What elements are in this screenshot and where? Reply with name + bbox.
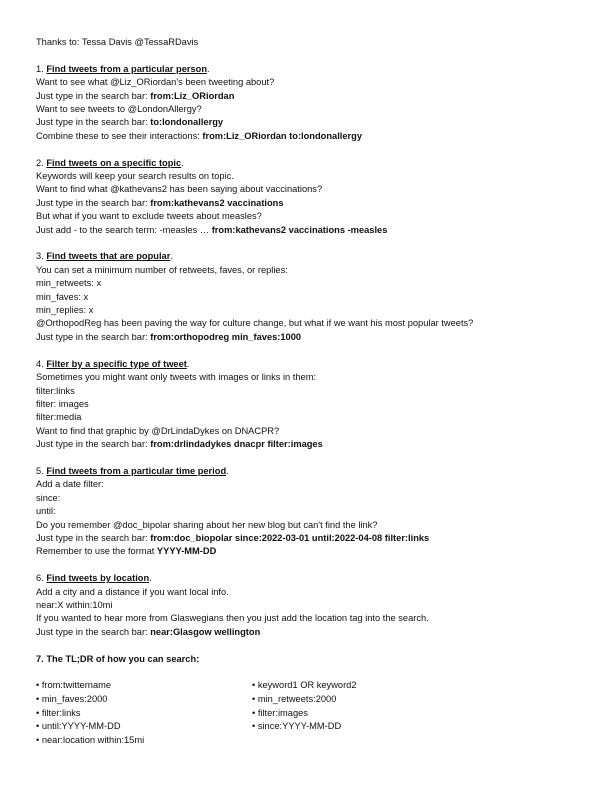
- section-title: Find tweets on a specific topic: [46, 157, 182, 168]
- thanks-line: Thanks to: Tessa Davis @TessaRDavis: [36, 37, 199, 47]
- section-title-period: .: [226, 465, 229, 476]
- section-line: [36, 385, 596, 398]
- section-line: [36, 224, 596, 237]
- spacer: [36, 49, 596, 62]
- section-number: 5.: [36, 465, 47, 476]
- tldr-bullet-item: • filter:images: [252, 707, 308, 718]
- section-title: Find tweets from a particular time period: [46, 465, 227, 476]
- section-line: [36, 130, 596, 143]
- section-line: [36, 317, 596, 330]
- line-text: Keywords will keep your search results on topic.: [36, 171, 234, 182]
- line-text: Just type in the search bar:: [36, 90, 151, 101]
- section-line: [36, 586, 596, 599]
- section-title-period: .: [186, 358, 190, 369]
- line-text: Just add - to the search term: -measles …: [36, 224, 212, 235]
- section-line: [36, 398, 596, 411]
- section-line: [36, 438, 596, 451]
- section-title-period: .: [170, 251, 173, 262]
- line-text: Just type in the search bar:: [36, 197, 151, 208]
- tldr-bullet-item: • filter:links: [36, 707, 81, 718]
- section-line: [36, 116, 596, 129]
- spacer: [36, 559, 596, 572]
- sections-container: [36, 49, 596, 639]
- section-line: [36, 371, 596, 384]
- section-number: 1.: [36, 63, 47, 74]
- line-text: Just type in the search bar:: [36, 532, 151, 543]
- search-query: from:doc_biopolar since:2022-03-01 until:2022-04-08 filter:links: [150, 532, 430, 543]
- section-heading: [36, 157, 596, 170]
- search-query: near:Glasgow wellington: [150, 626, 261, 637]
- line-text: until:: [36, 506, 56, 517]
- section-line: [36, 545, 596, 558]
- line-text: Want to see what @Liz_ORiordan's been tweeting about?: [36, 77, 275, 88]
- section-title: Find tweets by location: [46, 573, 150, 584]
- line-text: Just type in the search bar:: [36, 331, 151, 342]
- section-line: [36, 492, 596, 505]
- line-text: You can set a minimum number of retweets, faves, or replies:: [36, 264, 288, 275]
- spacer: [36, 639, 596, 652]
- search-query: from:kathevans2 vaccinations -measles: [211, 224, 388, 235]
- line-text: near:X within:10mi: [36, 599, 113, 610]
- tldr-bullet-item: • near:location within:15mi: [36, 734, 145, 745]
- document-content: [36, 36, 596, 749]
- tldr-columns: [36, 679, 596, 749]
- section-title: Find tweets that are popular: [46, 251, 171, 262]
- spacer: [36, 143, 596, 156]
- section-line: [36, 304, 596, 317]
- section-number: 6.: [36, 573, 47, 584]
- line-text: Want to find that graphic by @DrLindaDykes on DNACPR?: [36, 425, 280, 436]
- section-6: [36, 572, 596, 639]
- section-line: [36, 626, 596, 639]
- section-number: 2.: [36, 157, 47, 168]
- search-query: from:kathevans2 vaccinations: [150, 197, 284, 208]
- section-title-period: .: [207, 63, 210, 74]
- tldr-left-column: [36, 679, 144, 747]
- search-query: from:Liz_ORiordan: [150, 90, 235, 101]
- section-line: [36, 277, 596, 290]
- section-2: [36, 157, 596, 237]
- line-text: Do you remember @doc_bipolar sharing about her new blog but can't find the link?: [36, 519, 378, 530]
- line-text: Combine these to see their interactions:: [36, 130, 203, 141]
- section-heading: [36, 250, 596, 263]
- line-text: Add a date filter:: [36, 479, 104, 490]
- tldr-right-column: [252, 679, 357, 733]
- search-query: to:londonallergy: [150, 117, 224, 128]
- section-5: [36, 465, 596, 559]
- section-line: [36, 425, 596, 438]
- section-title-period: .: [149, 573, 152, 584]
- line-text: filter: images: [36, 398, 89, 409]
- line-text: min_faves: x: [36, 291, 89, 302]
- line-text: filter:media: [36, 412, 82, 423]
- line-text: But what if you want to exclude tweets about measles?: [36, 211, 262, 222]
- spacer: [36, 452, 596, 465]
- section-title: Filter by a specific type of tweet: [46, 358, 187, 369]
- spacer: [36, 344, 596, 357]
- search-query: from:drlindadykes dnacpr filter:images: [150, 439, 323, 450]
- section-line: [36, 264, 596, 277]
- section-line: [36, 519, 596, 532]
- section-line: [36, 90, 596, 103]
- search-query: from:orthopodreg min_faves:1000: [150, 331, 302, 342]
- section-line: [36, 612, 596, 625]
- section-line: [36, 505, 596, 518]
- section-heading: [36, 63, 596, 76]
- line-text: since:: [36, 492, 61, 503]
- section-line: [36, 599, 596, 612]
- spacer: [36, 237, 596, 250]
- line-text: Just type in the search bar:: [36, 117, 151, 128]
- line-text: Want to find what @kathevans2 has been saying about vaccinations?: [36, 184, 323, 195]
- tldr-bullet-item: • min_faves:2000: [36, 693, 108, 704]
- section-line: [36, 411, 596, 424]
- section-3: [36, 250, 596, 344]
- tldr-heading: 7. The TL;DR of how you can search:: [36, 653, 200, 664]
- search-query: YYYY-MM-DD: [156, 546, 217, 557]
- section-line: [36, 210, 596, 223]
- section-title: Find tweets from a particular person: [46, 63, 208, 74]
- line-text: Want to see tweets to @LondonAllergy?: [36, 104, 202, 115]
- line-text: Sometimes you might want only tweets with images or links in them:: [36, 372, 317, 383]
- tldr-bullet-item: • since:YYYY-MM-DD: [252, 721, 342, 732]
- section-line: [36, 532, 596, 545]
- section-line: [36, 103, 596, 116]
- section-heading: [36, 465, 596, 478]
- section-line: [36, 76, 596, 89]
- line-text: min_retweets: x: [36, 278, 102, 289]
- search-query: from:Liz_ORiordan to:londonallergy: [202, 130, 363, 141]
- tldr-bullet-item: • from:twittername: [36, 680, 112, 691]
- line-text: @OrthopodReg has been paving the way for culture change, but what if we want his most popular tweets?: [36, 318, 474, 329]
- section-heading: [36, 358, 596, 371]
- line-text: Remember to use the format: [36, 546, 157, 557]
- line-text: Just type in the search bar:: [36, 626, 151, 637]
- line-text: min_replies: x: [36, 305, 94, 316]
- section-line: [36, 183, 596, 196]
- section-line: [36, 331, 596, 344]
- line-text: filter:links: [36, 385, 75, 396]
- section-title-period: .: [181, 157, 184, 168]
- section-4: [36, 358, 596, 452]
- tldr-bullet-item: • keyword1 OR keyword2: [252, 680, 357, 691]
- section-number: 3.: [36, 251, 47, 262]
- line-text: Just type in the search bar:: [36, 439, 151, 450]
- section-line: [36, 478, 596, 491]
- spacer: [36, 666, 596, 679]
- tldr-bullet-item: • min_retweets:2000: [252, 693, 337, 704]
- tldr-bullet-item: • until:YYYY-MM-DD: [36, 721, 121, 732]
- section-number: 4.: [36, 358, 47, 369]
- line-text: Add a city and a distance if you want local info.: [36, 586, 229, 597]
- section-line: [36, 291, 596, 304]
- section-1: [36, 63, 596, 143]
- section-line: [36, 170, 596, 183]
- section-line: [36, 197, 596, 210]
- line-text: If you wanted to hear more from Glaswegians then you just add the location tag into the search.: [36, 613, 429, 624]
- section-heading: [36, 572, 596, 585]
